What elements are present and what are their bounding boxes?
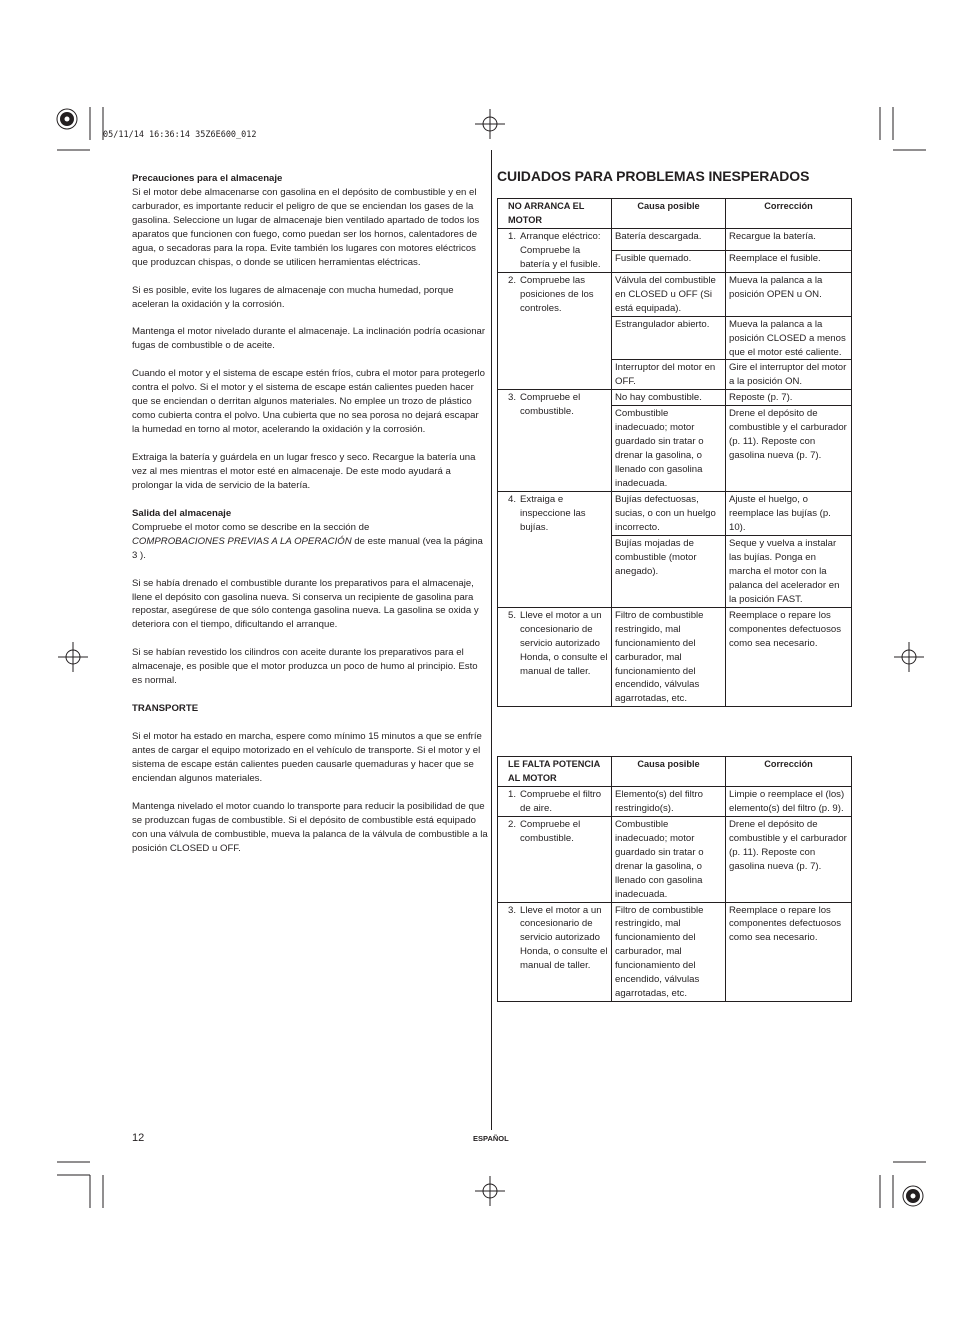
intro-text: Compruebe el motor como se describe en la sección de xyxy=(132,521,370,533)
column-header-cause: Causa posible xyxy=(612,757,726,787)
no-start-table xyxy=(497,198,852,707)
step-number: 3. xyxy=(508,904,517,916)
step-number: 3. xyxy=(508,392,517,404)
step-cell xyxy=(498,228,612,272)
cause-cell: Combustible inadecuado; motor guardado sin tratar o drenar la gasolina, o llenado con gasolina inadecuada. xyxy=(612,816,726,902)
step-text: Extraiga e inspeccione las bujías. xyxy=(520,494,586,533)
column-header-problem: LE FALTA POTENCIA AL MOTOR xyxy=(498,757,612,787)
low-power-table xyxy=(497,756,852,1002)
fix-cell: Reemplace o repare los componentes defectuosos como sea necesario. xyxy=(726,607,852,707)
section-reference: COMPROBACIONES PREVIAS A LA OPERACIÓN xyxy=(132,535,352,547)
table-row xyxy=(498,390,852,406)
table-row xyxy=(498,607,852,707)
step-number: 1. xyxy=(508,788,517,800)
step-cell xyxy=(498,492,612,608)
column-header-problem: NO ARRANCA EL MOTOR xyxy=(498,199,612,229)
fix-cell: Mueva la palanca a la posición OPEN u ON. xyxy=(726,272,852,316)
left-column xyxy=(132,172,488,869)
table-body xyxy=(498,228,852,706)
cause-cell: Filtro de combustible restringido, mal funcionamiento del carburador, mal funcionamiento del encendido, válvulas agarrotadas, etc. xyxy=(612,607,726,707)
step-text: Compruebe las posiciones de los controles. xyxy=(520,274,594,314)
step-number: 2. xyxy=(508,818,517,830)
transport-heading: TRANSPORTE xyxy=(132,703,199,715)
fix-cell: Reemplace el fusible. xyxy=(726,250,852,272)
fix-cell: Recargue la batería. xyxy=(726,228,852,250)
step-cell xyxy=(498,816,612,902)
table-body xyxy=(498,786,852,1001)
fix-cell: Drene el depósito de combustible y el carburador (p. 11). Reposte con gasolina nueva (p. 7). xyxy=(726,816,852,902)
cause-cell: Interruptor del motor en OFF. xyxy=(612,360,726,390)
table-row xyxy=(498,492,852,536)
cause-cell: Elemento(s) del filtro restringido(s). xyxy=(612,786,726,816)
step-cell xyxy=(498,390,612,492)
cause-cell: Fusible quemado. xyxy=(612,250,726,272)
step-text: Compruebe el combustible. xyxy=(520,392,581,418)
cause-cell: Combustible inadecuado; motor guardado sin tratar o drenar la gasolina, o llenado con gasolina inadecuada. xyxy=(612,406,726,492)
fix-cell: Reposte (p. 7). xyxy=(726,390,852,406)
intro-text-end: de este manual (vea la página 3 ). xyxy=(132,535,483,561)
paragraph: Extraiga la batería y guárdela en un lugar fresco y seco. Recargue la batería una vez al mes mientras el motor esté en almacenaje. De este modo ayudará a prolongar la vida de servicio de la batería. xyxy=(132,452,476,491)
column-divider xyxy=(491,150,492,1130)
section-title: CUIDADOS PARA PROBLEMAS INESPERADOS xyxy=(497,168,810,184)
step-number: 2. xyxy=(508,274,517,286)
step-text: Lleve el motor a un concesionario de servicio autorizado Honda, o consulte el manual de taller. xyxy=(520,904,608,972)
column-header-fix: Corrección xyxy=(726,757,852,787)
cause-cell: Válvula del combustible en CLOSED u OFF (Si está equipada). xyxy=(612,272,726,316)
step-text: Lleve el motor a un concesionario de servicio autorizado Honda, o consulte el manual de taller. xyxy=(520,609,608,677)
step-text: Arranque eléctrico: Compruebe la batería y el fusible. xyxy=(520,230,601,270)
fix-cell: Drene el depósito de combustible y el carburador (p. 11). Reposte con gasolina nueva (p. 7). xyxy=(726,406,852,492)
table-row xyxy=(498,228,852,250)
storage-precautions-heading: Precauciones para el almacenaje xyxy=(132,173,283,184)
column-header-cause: Causa posible xyxy=(612,199,726,229)
paragraph: Mantenga el motor nivelado durante el almacenaje. La inclinación podría ocasionar fugas de combustible o de aceite. xyxy=(132,326,486,352)
fix-cell: Limpie o reemplace el (los) elemento(s) del filtro (p. 9). xyxy=(726,786,852,816)
table-header-row xyxy=(498,199,852,229)
step-cell xyxy=(498,607,612,707)
print-stamp: 05/11/14 16:36:14 35Z6E600_012 xyxy=(103,130,257,140)
removal-from-storage-heading: Salida del almacenaje xyxy=(132,507,232,519)
table-header-row xyxy=(498,757,852,787)
table-row xyxy=(498,816,852,902)
paragraph: Si es posible, evite los lugares de almacenaje con mucha humedad, porque aceleran la oxidación y la corrosión. xyxy=(132,284,454,310)
step-number: 4. xyxy=(508,494,517,506)
paragraph: Si se habían revestido los cilindros con aceite durante los preparativos para el almacenaje, es posible que el motor produzca un poco de humo al principio. Esto es normal. xyxy=(132,647,478,687)
fix-cell: Seque y vuelva a instalar las bujías. Ponga en marcha el motor con la palanca del acelerador en la posición FAST. xyxy=(726,535,852,607)
paragraph: Si el motor ha estado en marcha, espere como mínimo 15 minutos a que se enfríe antes de cargar el equipo motorizado en el vehículo de transporte. Si el motor y el sistema de escape están calientes pueden causarle quemaduras y hacer que se enciendan algunos materiales. xyxy=(132,730,482,784)
paragraph: Si se había drenado el combustible durante los preparativos para el almacenaje, llene el depósito con gasolina nueva. Si conserva un recipiente de gasolina para repostar, asegúrese de que sólo contenga gasolina nueva. La gasolina se oxida y deteriora con el tiempo, dificultando el arranque. xyxy=(132,577,479,631)
paragraph xyxy=(132,521,488,563)
table-row xyxy=(498,902,852,1002)
column-header-fix: Corrección xyxy=(726,199,852,229)
step-text: Compruebe el combustible. xyxy=(520,818,581,844)
fix-cell: Reemplace o repare los componentes defectuosos como sea necesario. xyxy=(726,902,852,1002)
step-cell xyxy=(498,272,612,390)
step-text: Compruebe el filtro de aire. xyxy=(520,788,602,814)
paragraph: Mantenga nivelado el motor cuando lo transporte para reducir la posibilidad de que se produzcan fugas de combustible. Si el depósito de combustible está equipado con una válvula de combustible, mueva la palanca de la válvula de combustible a la posición CLOSED u OFF. xyxy=(132,800,488,854)
fix-cell: Gire el interruptor del motor a la posición ON. xyxy=(726,360,852,390)
paragraph: Cuando el motor y el sistema de escape estén fríos, cubra el motor para protegerlo contra el polvo. Si el motor y el sistema de escape están calientes pueden hacer que se enciendan o derritan algunos materiales. No emplee un trozo de plástico como cubierta contra el polvo. Una cubierta que no sea porosa no dejará escapar la humedad en torno al motor, acelerando la oxidación y la corrosión. xyxy=(132,368,486,436)
page-number: 12 xyxy=(132,1132,145,1144)
table-row xyxy=(498,272,852,316)
fix-cell: Mueva la palanca a la posición CLOSED a menos que el motor esté caliente. xyxy=(726,316,852,360)
table-row xyxy=(498,786,852,816)
cause-cell: Estrangulador abierto. xyxy=(612,316,726,360)
step-number: 1. xyxy=(508,230,517,242)
step-cell xyxy=(498,902,612,1002)
step-cell xyxy=(498,786,612,816)
step-number: 5. xyxy=(508,609,517,621)
cause-cell: Bujías mojadas de combustible (motor anegado). xyxy=(612,535,726,607)
language-label: ESPAÑOL xyxy=(473,1134,509,1143)
cause-cell: Bujías defectuosas, sucias, o con un huelgo incorrecto. xyxy=(612,492,726,536)
paragraph: Si el motor debe almacenarse con gasolina en el depósito de combustible y en el carburador, es importante reducir el peligro de que se enciendan los gases de la gasolina. Seleccione un lugar de almacenaje bien ventilado apartado de todos los aparatos que funcionen con fuego, como puedan ser los hornos, calentadores de agua, o secadoras para la ropa. Evite también los lugares con motores eléctricos que produzcan chispas, o donde se utilicen herramientas eléctricas. xyxy=(132,186,480,268)
cause-cell: Batería descargada. xyxy=(612,228,726,250)
fix-cell: Ajuste el huelgo, o reemplace las bujías (p. 10). xyxy=(726,492,852,536)
cause-cell: Filtro de combustible restringido, mal funcionamiento del carburador, mal funcionamiento del encendido, válvulas agarrotadas, etc. xyxy=(612,902,726,1002)
cause-cell: No hay combustible. xyxy=(612,390,726,406)
